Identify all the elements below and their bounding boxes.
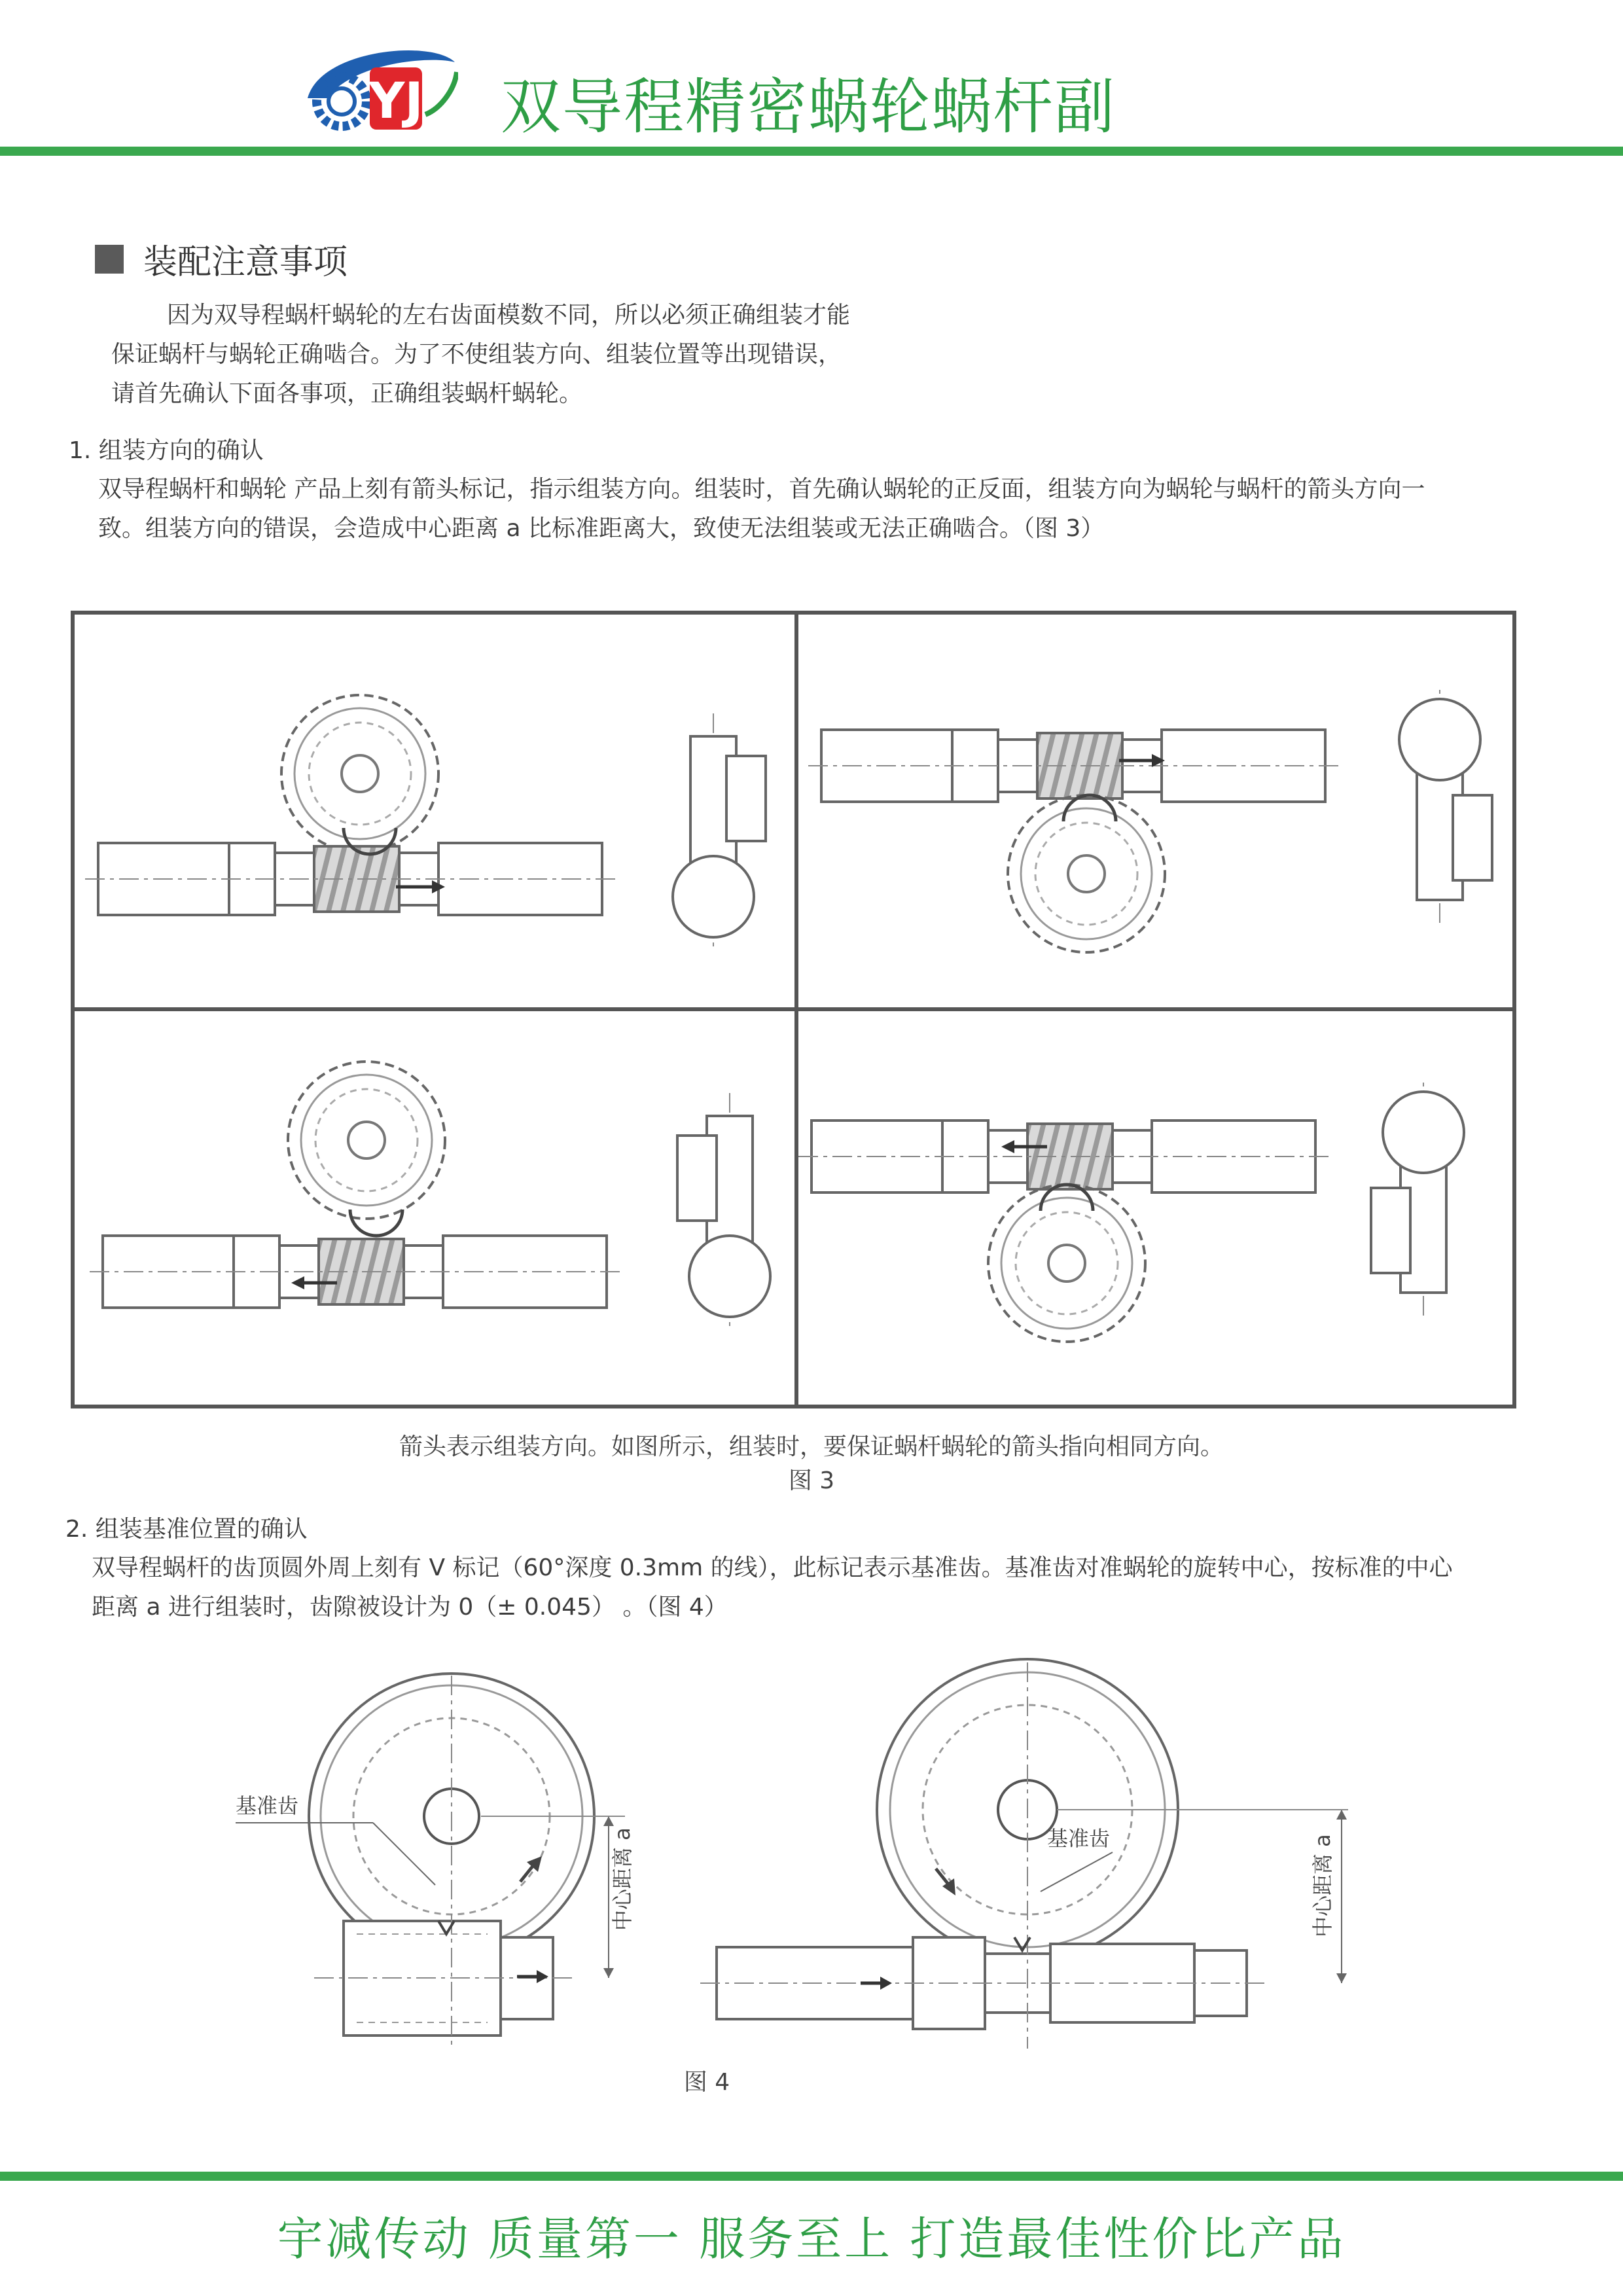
logo-letters: YJ bbox=[368, 71, 423, 130]
item1-title: 1. 组装方向的确认 bbox=[69, 437, 264, 464]
intro-line-1: 因为双导程蜗杆蜗轮的左右齿面模数不同，所以必须正确组装才能 bbox=[167, 302, 851, 329]
page-title: 双导程精密蜗轮蜗杆副 bbox=[501, 72, 1116, 142]
section-heading bbox=[95, 234, 348, 283]
right-center-distance-label: 中心距离 a bbox=[1310, 1834, 1335, 1937]
section-title: 装配注意事项 bbox=[143, 243, 348, 282]
left-reference-tooth-label: 基准齿 bbox=[236, 1793, 299, 1818]
square-bullet-icon bbox=[95, 245, 124, 274]
panel-bottom-left bbox=[90, 1062, 770, 1329]
company-logo bbox=[301, 36, 458, 141]
figure-4-left bbox=[236, 1674, 635, 2049]
item1-line-1: 双导程蜗杆和蜗轮 产品上刻有箭头标记，指示组装方向。组装时，首先确认蜗轮的正反面，组装方向为蜗轮与蜗杆的箭头方向一 bbox=[98, 476, 1425, 503]
footer-slogan: 宇减传动 质量第一 服务至上 打造最佳性价比产品 bbox=[277, 2212, 1346, 2266]
figure-3-label: 图 3 bbox=[788, 1467, 835, 1494]
item2-title: 2. 组装基准位置的确认 bbox=[65, 1516, 308, 1543]
intro-line-3: 请首先确认下面各事项，正确组装蜗杆蜗轮。 bbox=[111, 380, 583, 407]
left-center-distance-label: 中心距离 a bbox=[610, 1827, 635, 1931]
figure-3-caption: 箭头表示组装方向。如图所示，组装时，要保证蜗杆蜗轮的箭头指向相同方向。 bbox=[399, 1433, 1224, 1460]
intro-line-2: 保证蜗杆与蜗轮正确啮合。为了不使组装方向、组装位置等出现错误， bbox=[111, 341, 842, 368]
figure-4-drawing bbox=[236, 1656, 1348, 2062]
item2-line-1: 双导程蜗杆的齿顶圆外周上刻有 V 标记（60°深度 0.3mm 的线），此标记表示基准齿。基准齿对准蜗轮的旋转中心，按标准的中心 bbox=[92, 1554, 1453, 1581]
figure-3-drawing bbox=[69, 609, 1518, 1410]
right-reference-tooth-label: 基准齿 bbox=[1047, 1826, 1111, 1851]
panel-top-right bbox=[808, 687, 1492, 952]
top-divider bbox=[0, 147, 1623, 156]
panel-bottom-right bbox=[798, 1080, 1464, 1342]
figure-4-label: 图 4 bbox=[683, 2069, 730, 2096]
item2-line-2: 距离 a 进行组装时，齿隙被设计为 0（± 0.045） 。（图 4） bbox=[92, 1594, 728, 1621]
bottom-divider bbox=[0, 2172, 1623, 2181]
panel-top-left bbox=[85, 695, 766, 949]
item1-line-2: 致。组装方向的错误，会造成中心距离 a 比标准距离大，致使无法组装或无法正确啮合。（图 3） bbox=[98, 515, 1105, 542]
figure-4-right bbox=[700, 1659, 1348, 2049]
